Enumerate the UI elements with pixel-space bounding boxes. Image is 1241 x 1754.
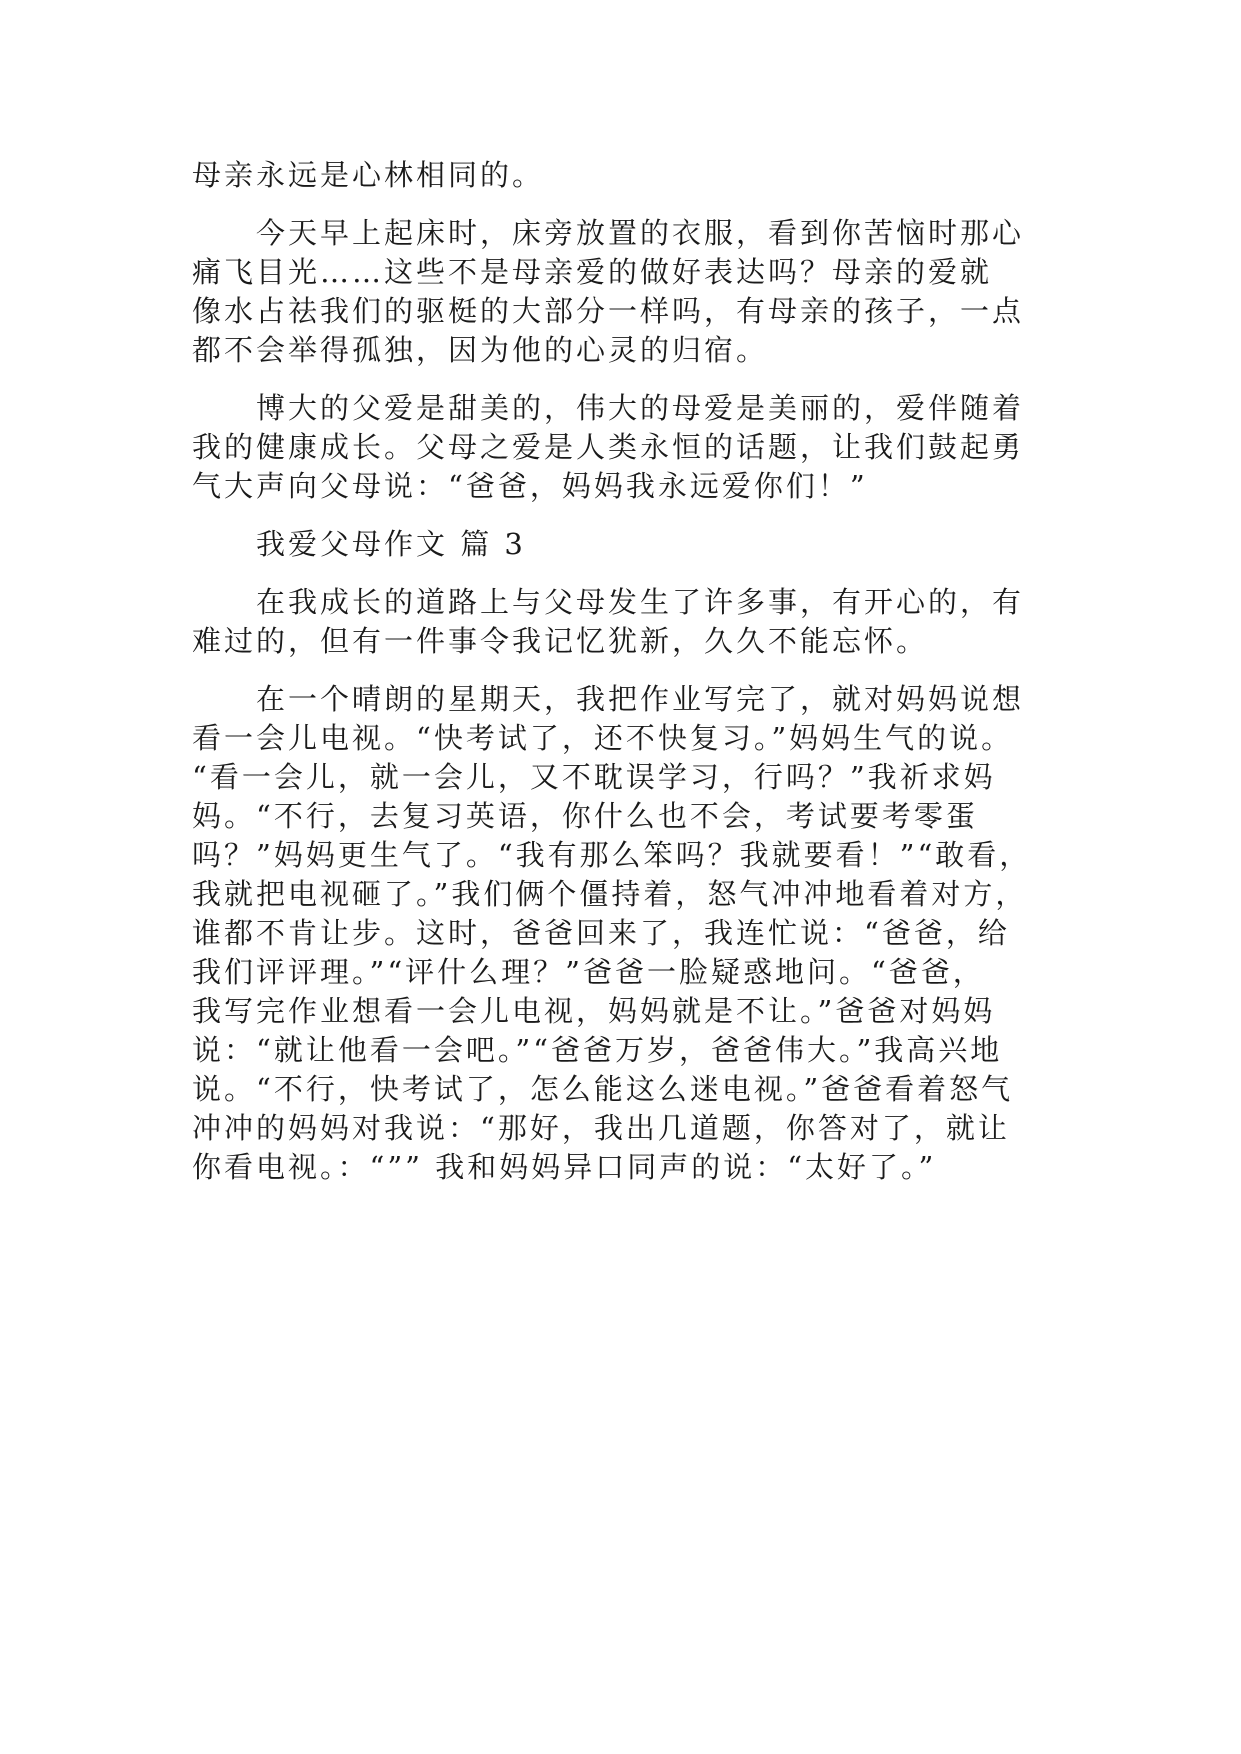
text-line-17: 我就把电视砸了。”我们俩个僵持着，怒气冲冲地看着对方， xyxy=(192,877,1028,911)
text-line-1: 母亲永远是心林相同的。 xyxy=(192,158,545,192)
text-line-14: “看一会儿，就一会儿，又不耽误学习，行吗？”我祈求妈 xyxy=(192,760,996,794)
paragraph-start-line: 在一个晴朗的星期天，我把作业写完了，就对妈妈说想 xyxy=(256,682,1025,716)
text-line-23: 冲冲的妈妈对我说：“那好，我出几道题，你答对了，就让 xyxy=(192,1111,1010,1145)
text-line-8: 气大声向父母说：“爸爸，妈妈我永远爱你们！” xyxy=(192,469,868,503)
text-line-24: 你看电视。：“”” 我和妈妈异口同声的说：“太好了。” xyxy=(192,1150,937,1184)
text-line-20: 我写完作业想看一会儿电视，妈妈就是不让。”爸爸对妈妈 xyxy=(192,994,996,1028)
text-line-3: 痛飞目光……这些不是母亲爱的做好表达吗？母亲的爱就 xyxy=(192,255,993,289)
text-line-11: 难过的，但有一件事令我记忆犹新，久久不能忘怀。 xyxy=(192,624,929,658)
text-line-16: 吗？”妈妈更生气了。“我有那么笨吗？我就要看！”“敢看， xyxy=(192,838,1032,872)
text-line-13: 看一会儿电视。“快考试了，还不快复习。”妈妈生气的说。 xyxy=(192,721,1014,755)
text-line-5: 都不会举得孤独，因为他的心灵的归宿。 xyxy=(192,333,769,367)
paragraph-start-line: 在我成长的道路上与父母发生了许多事，有开心的，有 xyxy=(256,585,1025,619)
text-line-4: 像水占祛我们的驱梃的大部分一样吗，有母亲的孩子，一点 xyxy=(192,294,1025,328)
text-line-21: 说：“就让他看一会吧。”“爸爸万岁，爸爸伟大。”我高兴地 xyxy=(192,1033,1003,1067)
text-line-7: 我的健康成长。父母之爱是人类永恒的话题，让我们鼓起勇 xyxy=(192,430,1025,464)
paragraph-start-line: 博大的父爱是甜美的，伟大的母爱是美丽的，爱伴随着 xyxy=(256,391,1025,425)
text-line-19: 我们评评理。”“评什么理？”爸爸一脸疑惑地问。“爸爸， xyxy=(192,955,985,989)
text-line-18: 谁都不肯让步。这时，爸爸回来了，我连忙说：“爸爸，给 xyxy=(192,916,1010,950)
text-line-22: 说。“不行，快考试了，怎么能这么迷电视。”爸爸看着怒气 xyxy=(192,1072,1014,1106)
section-heading: 我爱父母作文 篇 3 xyxy=(256,527,526,561)
text-line-15: 妈。“不行，去复习英语，你什么也不会，考试要考零蛋 xyxy=(192,799,978,833)
document-body xyxy=(192,156,1072,1187)
paragraph-start-line: 今天早上起床时，床旁放置的衣服，看到你苦恼时那心 xyxy=(256,216,1025,250)
